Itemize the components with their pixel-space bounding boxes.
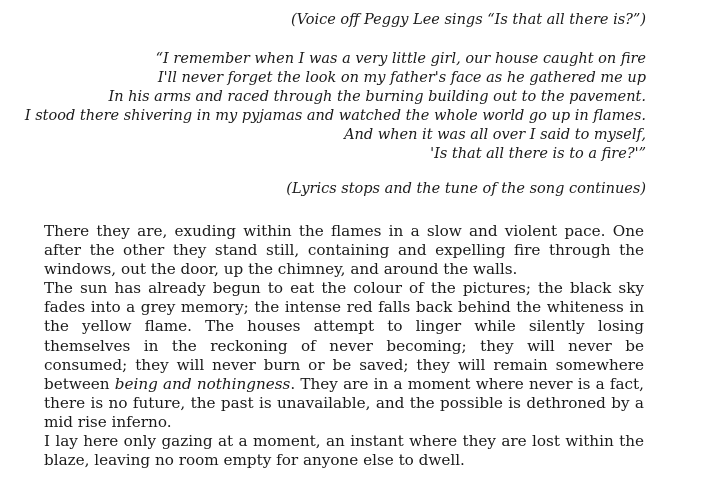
lyrics-stop-note: (Lyrics stops and the tune of the song continues) — [286, 181, 646, 197]
lyric-line: I'll never forget the look on my father's face as he gathered me up — [157, 70, 646, 86]
prose-paragraph-2 — [44, 279, 644, 432]
prose-paragraph-3: I lay here only gazing at a moment, an instant where they are lost within the blaze, leaving no room empty for anyone else to dwell. — [44, 432, 644, 470]
song-lyrics — [25, 50, 646, 164]
prose-text: . They are in a moment where never is a fact, there is no future, the past is unavailable, and the possible is dethroned by a mid rise inferno. — [44, 374, 644, 431]
italic-phrase: being and nothingness — [114, 374, 291, 393]
prose-body — [44, 222, 644, 470]
lyric-line: And when it was all over I said to myself, — [344, 127, 646, 143]
lyric-line: 'Is that all there is to a fire?'” — [430, 146, 646, 162]
lyric-line: “I remember when I was a very little girl, our house caught on fire — [155, 51, 646, 67]
lyric-line: In his arms and raced through the burning building out to the pavement. — [108, 89, 646, 105]
prose-text: The sun has already begun to eat the colour of the pictures; the black sky fades into a grey memory; the intense red falls back behind the whiteness in the yellow flame. The houses attempt to linger while silently losing themselves in the reckoning of never becoming; they will never be consumed; they will never burn or be saved; they will remain somewhere between — [44, 279, 644, 393]
lyric-line: I stood there shivering in my pyjamas and watched the whole world go up in flames. — [24, 108, 646, 124]
voice-off-note: (Voice off Peggy Lee sings “Is that all there is?”) — [290, 12, 646, 28]
prose-paragraph-1: There they are, exuding within the flames in a slow and violent pace. One after the other they stand still, containing and expelling fire through the windows, out the door, up the chimney, and around the walls. — [44, 222, 644, 279]
